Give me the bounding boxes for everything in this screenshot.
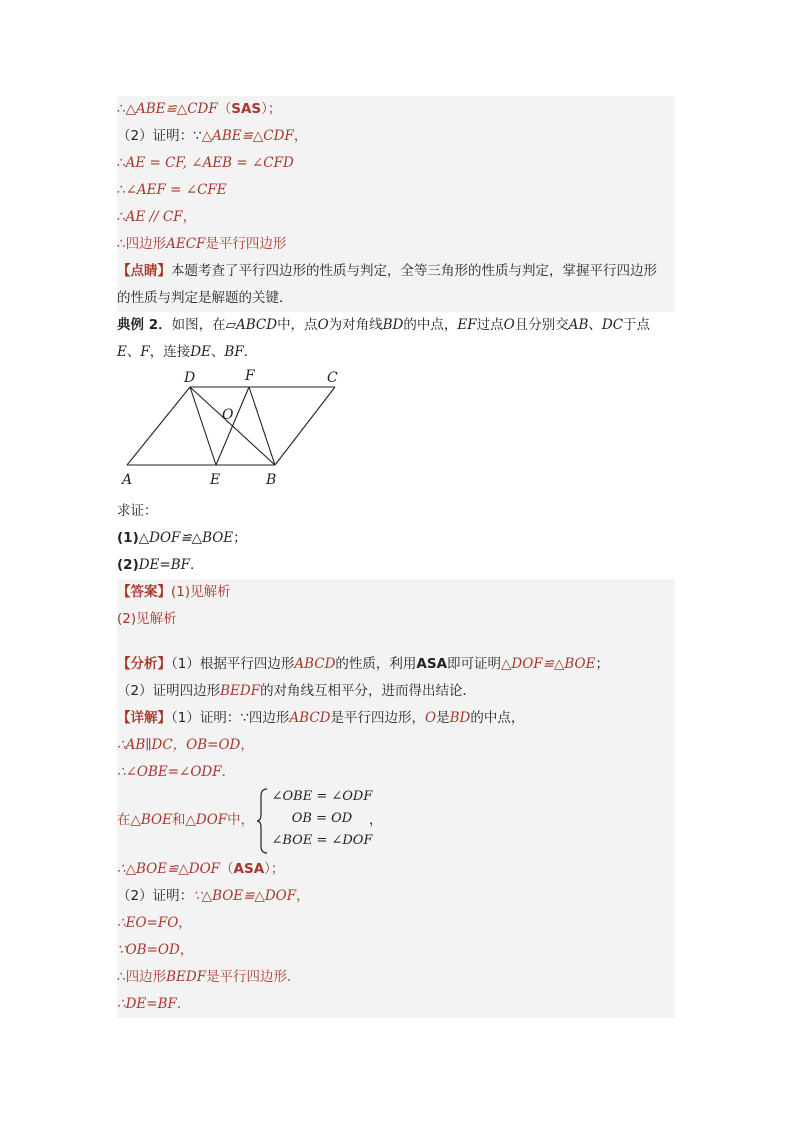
- detail-line-9: [117, 991, 675, 1018]
- math: △BOE: [130, 812, 172, 828]
- math: ∴AB∥DC，OB=OD: [117, 737, 241, 753]
- proof-line-1: [117, 96, 675, 123]
- punct: ．: [176, 996, 191, 1012]
- therefore-symbol: ∴: [117, 101, 126, 117]
- problem-title: 典例 2．: [117, 317, 172, 333]
- math: ∴△BOE≌△DOF: [117, 861, 221, 877]
- prove-heading: [117, 498, 675, 525]
- prove-item-1: [117, 525, 675, 552]
- punct: ，: [293, 128, 308, 144]
- congruence-reason: SAS: [231, 101, 262, 117]
- conclusion-suffix: 是平行四边形: [205, 236, 287, 252]
- text: ∴四边形: [117, 969, 167, 985]
- text: 的中点，: [470, 710, 525, 726]
- label-d: D: [184, 370, 196, 386]
- math: ABCD: [235, 317, 278, 333]
- math: BD: [382, 317, 404, 333]
- math: ∴DE=BF: [117, 996, 177, 1012]
- text: ．: [243, 344, 258, 360]
- math: ∵OB=OD: [117, 942, 180, 958]
- paren-open: （: [217, 101, 232, 117]
- math: BD: [449, 710, 471, 726]
- label-c: C: [327, 370, 338, 386]
- math: ∴∠OBE=∠ODF: [117, 764, 222, 780]
- system-row: ∠BOE = ∠DOF: [271, 833, 373, 848]
- detail-line-3: [117, 759, 675, 786]
- system-intro: [117, 808, 254, 832]
- math: ABCD: [289, 710, 331, 726]
- parallelogram-symbol: ▱: [225, 317, 236, 333]
- math: DE=BF: [138, 557, 191, 573]
- punct: ，: [240, 737, 254, 753]
- equation-system: [267, 786, 377, 852]
- answer-text: (1)见解析: [171, 584, 231, 600]
- document-body: [117, 96, 675, 1018]
- prove-item-2: [117, 552, 675, 579]
- math: O: [425, 710, 437, 726]
- text: 、: [210, 344, 225, 360]
- math: ∴EO=FO: [117, 915, 179, 931]
- text: 为对角线: [328, 317, 383, 333]
- text: 、: [588, 317, 602, 333]
- therefore-symbol: ∴: [117, 209, 126, 225]
- math: DE: [190, 344, 211, 360]
- punct: ，: [179, 942, 194, 958]
- proof-line-6: [117, 231, 675, 258]
- math: BF: [224, 344, 244, 360]
- congruence-statement: △ABE≌△CDF: [125, 101, 218, 117]
- note-line-2: [117, 285, 675, 312]
- equation: ∠AEF = ∠CFE: [125, 182, 227, 198]
- problem-line-2: [117, 339, 675, 366]
- analysis-tag: 【分析】: [117, 656, 171, 672]
- label-f: F: [245, 368, 255, 384]
- detail-line-1: [117, 705, 675, 732]
- text: 和: [171, 812, 186, 828]
- text: 是: [436, 710, 450, 726]
- text: 求证：: [117, 503, 158, 519]
- text: 是平行四边形．: [206, 969, 301, 985]
- text: 即可证明: [447, 656, 502, 672]
- label-a: A: [122, 472, 133, 488]
- proof-line-4: [117, 177, 675, 204]
- edge-cb: [275, 387, 335, 465]
- proof-prefix: （2）证明：: [117, 888, 194, 904]
- proof-prefix: （2）证明：∵: [117, 128, 202, 144]
- text: 在: [117, 812, 131, 828]
- equation-system-line: [117, 786, 675, 856]
- paren-open: （: [220, 861, 234, 877]
- punct: ．: [221, 764, 236, 780]
- edge-ad: [127, 387, 190, 465]
- analysis-line-2: [117, 678, 675, 705]
- note-tag: 【点睛】: [117, 263, 171, 279]
- quadrilateral-name: AECF: [166, 236, 206, 252]
- answer-line-2: [117, 606, 675, 633]
- geometry-diagram: [117, 366, 675, 498]
- punct: ，: [182, 209, 197, 225]
- math: △DOF≌△BOE: [501, 656, 596, 672]
- spacer: [117, 633, 675, 651]
- text: ASA: [416, 656, 448, 672]
- text: ，连接: [149, 344, 191, 360]
- note-text: 的性质与判定是解题的关键．: [117, 290, 293, 306]
- detail-line-7: [117, 937, 675, 964]
- detail-line-5: [117, 883, 675, 910]
- text: （1）根据平行四边形: [171, 656, 295, 672]
- punct: ，: [178, 915, 192, 931]
- math: BEDF: [220, 683, 261, 699]
- math: F: [140, 344, 150, 360]
- segment-ef: [216, 387, 249, 465]
- answer-tag: 【答案】: [117, 584, 171, 600]
- text: 的性质，利用: [335, 656, 417, 672]
- detail-tag: 【详解】: [117, 710, 171, 726]
- math: O: [317, 317, 329, 333]
- paren-close: ）；: [261, 101, 282, 117]
- system-row: OB = OD: [291, 811, 353, 826]
- punct: ；: [233, 530, 247, 546]
- label-e: E: [210, 472, 221, 488]
- text: 于点: [623, 317, 651, 333]
- congruence-reason: ASA: [233, 861, 265, 877]
- equation: AE = CF, ∠AEB = ∠CFD: [125, 155, 294, 171]
- math: △DOF≌△BOE: [138, 530, 234, 546]
- text: 如图，在: [171, 317, 226, 333]
- math: BEDF: [166, 969, 207, 985]
- text: 过点: [476, 317, 504, 333]
- therefore-symbol: ∴: [117, 182, 126, 198]
- note-line-1: [117, 258, 675, 285]
- text: 的对角线互相平分，进而得出结论．: [260, 683, 477, 699]
- text: ；: [595, 656, 609, 672]
- label-b: B: [266, 472, 277, 488]
- math: E: [117, 344, 127, 360]
- punct: ，: [296, 888, 310, 904]
- math: △DOF: [185, 812, 228, 828]
- math: ABCD: [294, 656, 336, 672]
- math: EF: [457, 317, 477, 333]
- math: O: [503, 317, 515, 333]
- text: 是平行四边形，: [330, 710, 426, 726]
- detail-line-4: [117, 856, 675, 883]
- detail-line-8: [117, 964, 675, 991]
- congruence-statement: △ABE≌△CDF: [201, 128, 294, 144]
- item-number: (1): [117, 530, 139, 546]
- detail-line-2: [117, 732, 675, 759]
- math: ∵△BOE≌△DOF: [193, 888, 297, 904]
- paren-close: ）；: [264, 861, 285, 877]
- item-number: (2): [117, 557, 139, 573]
- analysis-line-1: [117, 651, 675, 678]
- text: （1）证明：∵四边形: [171, 710, 290, 726]
- proof-line-3: [117, 150, 675, 177]
- detail-line-6: [117, 910, 675, 937]
- system-row: ∠OBE = ∠ODF: [271, 789, 373, 804]
- punct: ．: [190, 557, 204, 573]
- label-o: O: [222, 407, 234, 423]
- text: 、: [126, 344, 141, 360]
- note-text: 本题考查了平行四边形的性质与判定，全等三角形的性质与判定，掌握平行四边形: [171, 263, 657, 279]
- problem-line-1: [117, 312, 675, 339]
- conclusion-prefix: ∴四边形: [117, 236, 167, 252]
- text: （2）证明四边形: [117, 683, 221, 699]
- parallelogram-figure: [117, 366, 357, 498]
- answer-text: (2)见解析: [117, 611, 177, 627]
- text: 且分别交: [514, 317, 569, 333]
- text: 的中点，: [403, 317, 458, 333]
- proof-line-2: [117, 123, 675, 150]
- math: DC: [601, 317, 624, 333]
- punct: ，: [369, 812, 383, 828]
- text: 中，点: [277, 317, 318, 333]
- math: AB: [568, 317, 589, 333]
- equation: AE // CF: [125, 209, 183, 225]
- text: 中，: [227, 812, 255, 828]
- proof-line-5: [117, 204, 675, 231]
- answer-line-1: [117, 579, 675, 606]
- therefore-symbol: ∴: [117, 155, 126, 171]
